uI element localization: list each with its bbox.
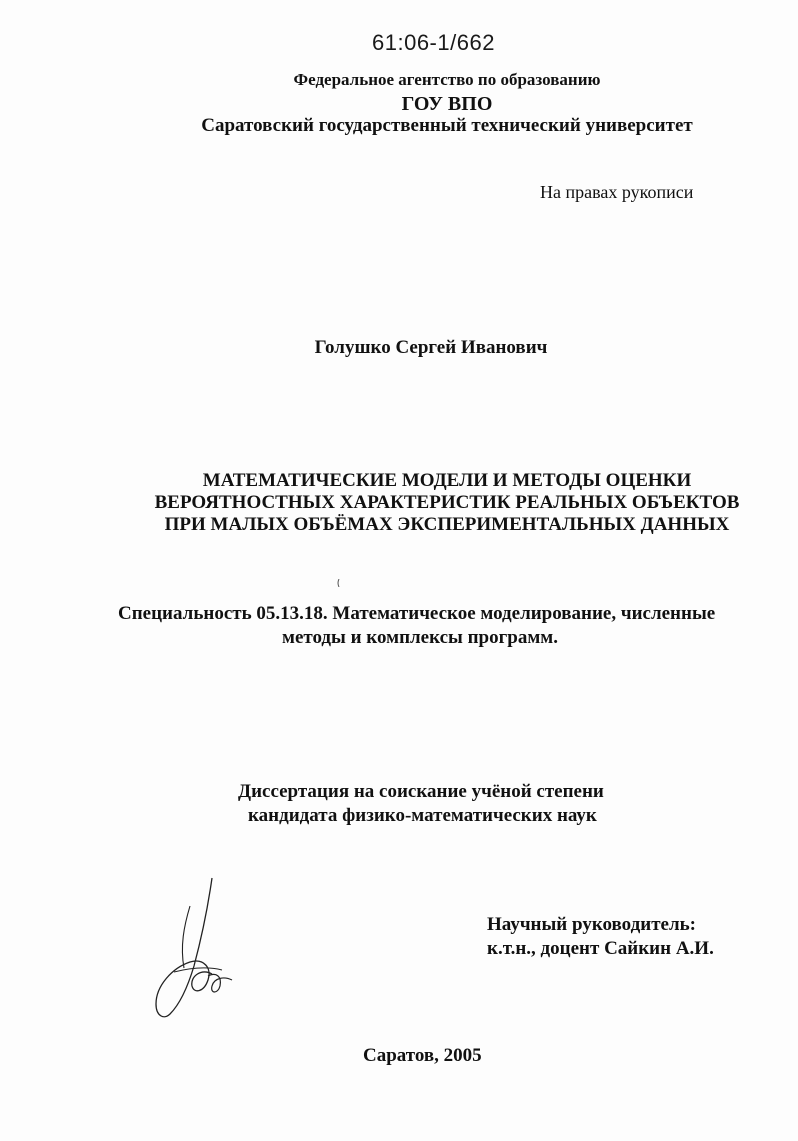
archive-code: 61:06-1/662 (372, 30, 495, 55)
agency-name: Федеральное агентство по образованию (293, 70, 601, 89)
degree-statement (238, 780, 604, 828)
institution-type: ГОУ ВПО (401, 93, 493, 115)
dissertation-title (48, 470, 798, 536)
specialty-line: методы и комплексы программ. (282, 627, 558, 648)
author-name: Голушко Сергей Иванович (314, 337, 548, 358)
university-name: Саратовский государственный технический университет (201, 115, 693, 136)
scan-speck (337, 579, 340, 587)
title-line: ВЕРОЯТНОСТНЫХ ХАРАКТЕРИСТИК РЕАЛЬНЫХ ОБЪЕКТОВ (154, 492, 740, 513)
specialty-line: Специальность 05.13.18. Математическое моделирование, численные (118, 603, 716, 624)
title-line: ПРИ МАЛЫХ ОБЪЁМАХ ЭКСПЕРИМЕНТАЛЬНЫХ ДАННЫХ (164, 514, 730, 535)
specialty (118, 602, 715, 650)
scientific-advisor (487, 913, 714, 961)
title-line: МАТЕМАТИЧЕСКИЕ МОДЕЛИ И МЕТОДЫ ОЦЕНКИ (202, 470, 692, 491)
advisor-name: к.т.н., доцент Сайкин А.И. (487, 938, 714, 959)
degree-line: кандидата физико-математических наук (248, 805, 597, 826)
city-year: Саратов, 2005 (363, 1045, 482, 1066)
signature-icon (150, 876, 260, 1021)
degree-line: Диссертация на соискание учёной степени (238, 781, 604, 802)
advisor-label: Научный руководитель: (487, 914, 696, 935)
rights-note: На правах рукописи (540, 182, 694, 202)
